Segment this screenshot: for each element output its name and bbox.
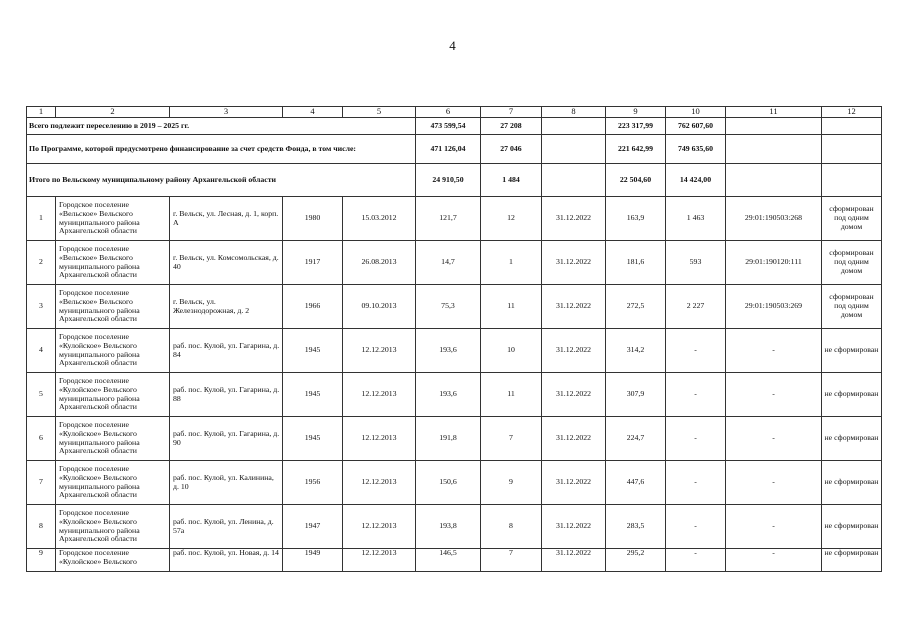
build-year: 1917: [283, 241, 343, 285]
land-area: 314,2: [606, 329, 666, 373]
resettlement-deadline: 31.12.2022: [542, 373, 606, 417]
build-year: 1945: [283, 417, 343, 461]
residents-count: 8: [481, 505, 542, 549]
plot-status: сформирован под одним домом: [822, 197, 882, 241]
residents-count: 9: [481, 461, 542, 505]
table-row: [27, 417, 882, 461]
summary-empty-11: [726, 135, 822, 164]
living-area: 193,8: [416, 505, 481, 549]
summary-row: [27, 135, 882, 164]
resettlement-deadline: 31.12.2022: [542, 417, 606, 461]
resettlement-deadline: 31.12.2022: [542, 285, 606, 329]
column-number-10: 10: [666, 107, 726, 118]
settlement-name: Городское поселение «Кулойское» Вельского муниципального района Архангельской области: [56, 373, 170, 417]
cost-value: -: [666, 549, 726, 572]
summary-cost: 762 607,60: [666, 118, 726, 135]
summary-label: По Программе, которой предусмотрено финансирование за счет средств Фонда, в том числе:: [27, 135, 416, 164]
resettlement-table: [26, 106, 882, 572]
cadastral-number: -: [726, 329, 822, 373]
house-address: г. Вельск, ул. Комсомольская, д. 40: [170, 241, 283, 285]
cost-value: 2 227: [666, 285, 726, 329]
living-area: 14,7: [416, 241, 481, 285]
summary-label: Всего подлежит переселению в 2019 – 2025 гг.: [27, 118, 416, 135]
residents-count: 1: [481, 241, 542, 285]
build-year: 1980: [283, 197, 343, 241]
cadastral-number: -: [726, 505, 822, 549]
cadastral-number: -: [726, 417, 822, 461]
row-number: 1: [27, 197, 56, 241]
column-number-7: 7: [481, 107, 542, 118]
build-year: 1949: [283, 549, 343, 572]
living-area: 193,6: [416, 329, 481, 373]
resettlement-deadline: 31.12.2022: [542, 549, 606, 572]
recognition-date: 12.12.2013: [343, 417, 416, 461]
plot-status: не сформирован: [822, 549, 882, 572]
recognition-date: 12.12.2013: [343, 329, 416, 373]
land-area: 163,9: [606, 197, 666, 241]
row-number: 9: [27, 549, 56, 572]
settlement-name: Городское поселение «Кулойское» Вельского муниципального района Архангельской области: [56, 461, 170, 505]
row-number: 3: [27, 285, 56, 329]
summary-empty-11: [726, 164, 822, 197]
resettlement-deadline: 31.12.2022: [542, 505, 606, 549]
column-number-row: [27, 107, 882, 118]
plot-status: сформирован под одним домом: [822, 241, 882, 285]
row-number: 2: [27, 241, 56, 285]
column-number-4: 4: [283, 107, 343, 118]
summary-empty-8: [542, 164, 606, 197]
build-year: 1945: [283, 373, 343, 417]
house-address: раб. пос. Кулой, ул. Гагарина, д. 90: [170, 417, 283, 461]
summary-label: Итого по Вельскому муниципальному району Архангельской области: [27, 164, 416, 197]
house-address: г. Вельск, ул. Железнодорожная, д. 2: [170, 285, 283, 329]
land-area: 283,5: [606, 505, 666, 549]
settlement-name: Городское поселение «Вельское» Вельского муниципального района Архангельской области: [56, 241, 170, 285]
plot-status: не сформирован: [822, 373, 882, 417]
summary-cost: 749 635,60: [666, 135, 726, 164]
cadastral-number: -: [726, 549, 822, 572]
summary-row: [27, 164, 882, 197]
table-row: [27, 241, 882, 285]
plot-status: не сформирован: [822, 461, 882, 505]
table-row: [27, 461, 882, 505]
settlement-name: Городское поселение «Вельское» Вельского муниципального района Архангельской области: [56, 285, 170, 329]
resettlement-deadline: 31.12.2022: [542, 241, 606, 285]
resettlement-deadline: 31.12.2022: [542, 197, 606, 241]
row-number: 7: [27, 461, 56, 505]
land-area: 307,9: [606, 373, 666, 417]
settlement-name: Городское поселение «Кулойское» Вельского: [56, 549, 170, 572]
cadastral-number: -: [726, 373, 822, 417]
settlement-name: Городское поселение «Кулойское» Вельского муниципального района Архангельской области: [56, 505, 170, 549]
cost-value: -: [666, 461, 726, 505]
table-body: [27, 107, 882, 572]
living-area: 150,6: [416, 461, 481, 505]
recognition-date: 12.12.2013: [343, 505, 416, 549]
house-address: г. Вельск, ул. Лесная, д. 1, корп. А: [170, 197, 283, 241]
summary-area: 473 599,54: [416, 118, 481, 135]
land-area: 272,5: [606, 285, 666, 329]
settlement-name: Городское поселение «Вельское» Вельского муниципального района Архангельской области: [56, 197, 170, 241]
living-area: 146,5: [416, 549, 481, 572]
summary-people: 27 208: [481, 118, 542, 135]
residents-count: 11: [481, 373, 542, 417]
recognition-date: 26.08.2013: [343, 241, 416, 285]
plot-status: сформирован под одним домом: [822, 285, 882, 329]
summary-row: [27, 118, 882, 135]
land-area: 295,2: [606, 549, 666, 572]
cadastral-number: 29:01:190503:268: [726, 197, 822, 241]
table-row: [27, 285, 882, 329]
table-row: [27, 329, 882, 373]
build-year: 1956: [283, 461, 343, 505]
residents-count: 11: [481, 285, 542, 329]
summary-area-2: 223 317,99: [606, 118, 666, 135]
cadastral-number: 29:01:190120:111: [726, 241, 822, 285]
cadastral-number: 29:01:190503:269: [726, 285, 822, 329]
column-number-8: 8: [542, 107, 606, 118]
house-address: раб. пос. Кулой, ул. Калинина, д. 10: [170, 461, 283, 505]
cost-value: -: [666, 373, 726, 417]
summary-empty-8: [542, 135, 606, 164]
summary-people: 1 484: [481, 164, 542, 197]
table-row: [27, 549, 882, 572]
living-area: 121,7: [416, 197, 481, 241]
cost-value: -: [666, 505, 726, 549]
column-number-3: 3: [170, 107, 283, 118]
land-area: 224,7: [606, 417, 666, 461]
cost-value: 1 463: [666, 197, 726, 241]
residents-count: 10: [481, 329, 542, 373]
table-row: [27, 505, 882, 549]
residents-count: 12: [481, 197, 542, 241]
column-number-12: 12: [822, 107, 882, 118]
recognition-date: 09.10.2013: [343, 285, 416, 329]
residents-count: 7: [481, 549, 542, 572]
house-address: раб. пос. Кулой, ул. Гагарина, д. 84: [170, 329, 283, 373]
settlement-name: Городское поселение «Кулойское» Вельского муниципального района Архангельской области: [56, 417, 170, 461]
summary-empty-12: [822, 135, 882, 164]
summary-area-2: 22 504,60: [606, 164, 666, 197]
settlement-name: Городское поселение «Кулойское» Вельского муниципального района Архангельской области: [56, 329, 170, 373]
plot-status: не сформирован: [822, 417, 882, 461]
resettlement-deadline: 31.12.2022: [542, 461, 606, 505]
build-year: 1947: [283, 505, 343, 549]
living-area: 193,6: [416, 373, 481, 417]
house-address: раб. пос. Кулой, ул. Гагарина, д. 88: [170, 373, 283, 417]
build-year: 1945: [283, 329, 343, 373]
plot-status: не сформирован: [822, 329, 882, 373]
cost-value: 593: [666, 241, 726, 285]
table-row: [27, 197, 882, 241]
summary-area: 471 126,04: [416, 135, 481, 164]
page-number: 4: [449, 38, 456, 53]
summary-empty-12: [822, 118, 882, 135]
build-year: 1966: [283, 285, 343, 329]
recognition-date: 12.12.2013: [343, 461, 416, 505]
row-number: 4: [27, 329, 56, 373]
column-number-11: 11: [726, 107, 822, 118]
living-area: 191,8: [416, 417, 481, 461]
row-number: 5: [27, 373, 56, 417]
column-number-1: 1: [27, 107, 56, 118]
cost-value: -: [666, 417, 726, 461]
plot-status: не сформирован: [822, 505, 882, 549]
summary-area-2: 221 642,99: [606, 135, 666, 164]
row-number: 6: [27, 417, 56, 461]
summary-empty-8: [542, 118, 606, 135]
column-number-2: 2: [56, 107, 170, 118]
cost-value: -: [666, 329, 726, 373]
living-area: 75,3: [416, 285, 481, 329]
recognition-date: 12.12.2013: [343, 549, 416, 572]
house-address: раб. пос. Кулой, ул. Ленина, д. 57а: [170, 505, 283, 549]
residents-count: 7: [481, 417, 542, 461]
summary-area: 24 910,50: [416, 164, 481, 197]
column-number-5: 5: [343, 107, 416, 118]
recognition-date: 15.03.2012: [343, 197, 416, 241]
land-area: 181,6: [606, 241, 666, 285]
summary-cost: 14 424,00: [666, 164, 726, 197]
column-number-6: 6: [416, 107, 481, 118]
cadastral-number: -: [726, 461, 822, 505]
row-number: 8: [27, 505, 56, 549]
summary-people: 27 046: [481, 135, 542, 164]
land-area: 447,6: [606, 461, 666, 505]
summary-empty-12: [822, 164, 882, 197]
resettlement-deadline: 31.12.2022: [542, 329, 606, 373]
house-address: раб. пос. Кулой, ул. Новая, д. 14: [170, 549, 283, 572]
table-row: [27, 373, 882, 417]
recognition-date: 12.12.2013: [343, 373, 416, 417]
summary-empty-11: [726, 118, 822, 135]
column-number-9: 9: [606, 107, 666, 118]
